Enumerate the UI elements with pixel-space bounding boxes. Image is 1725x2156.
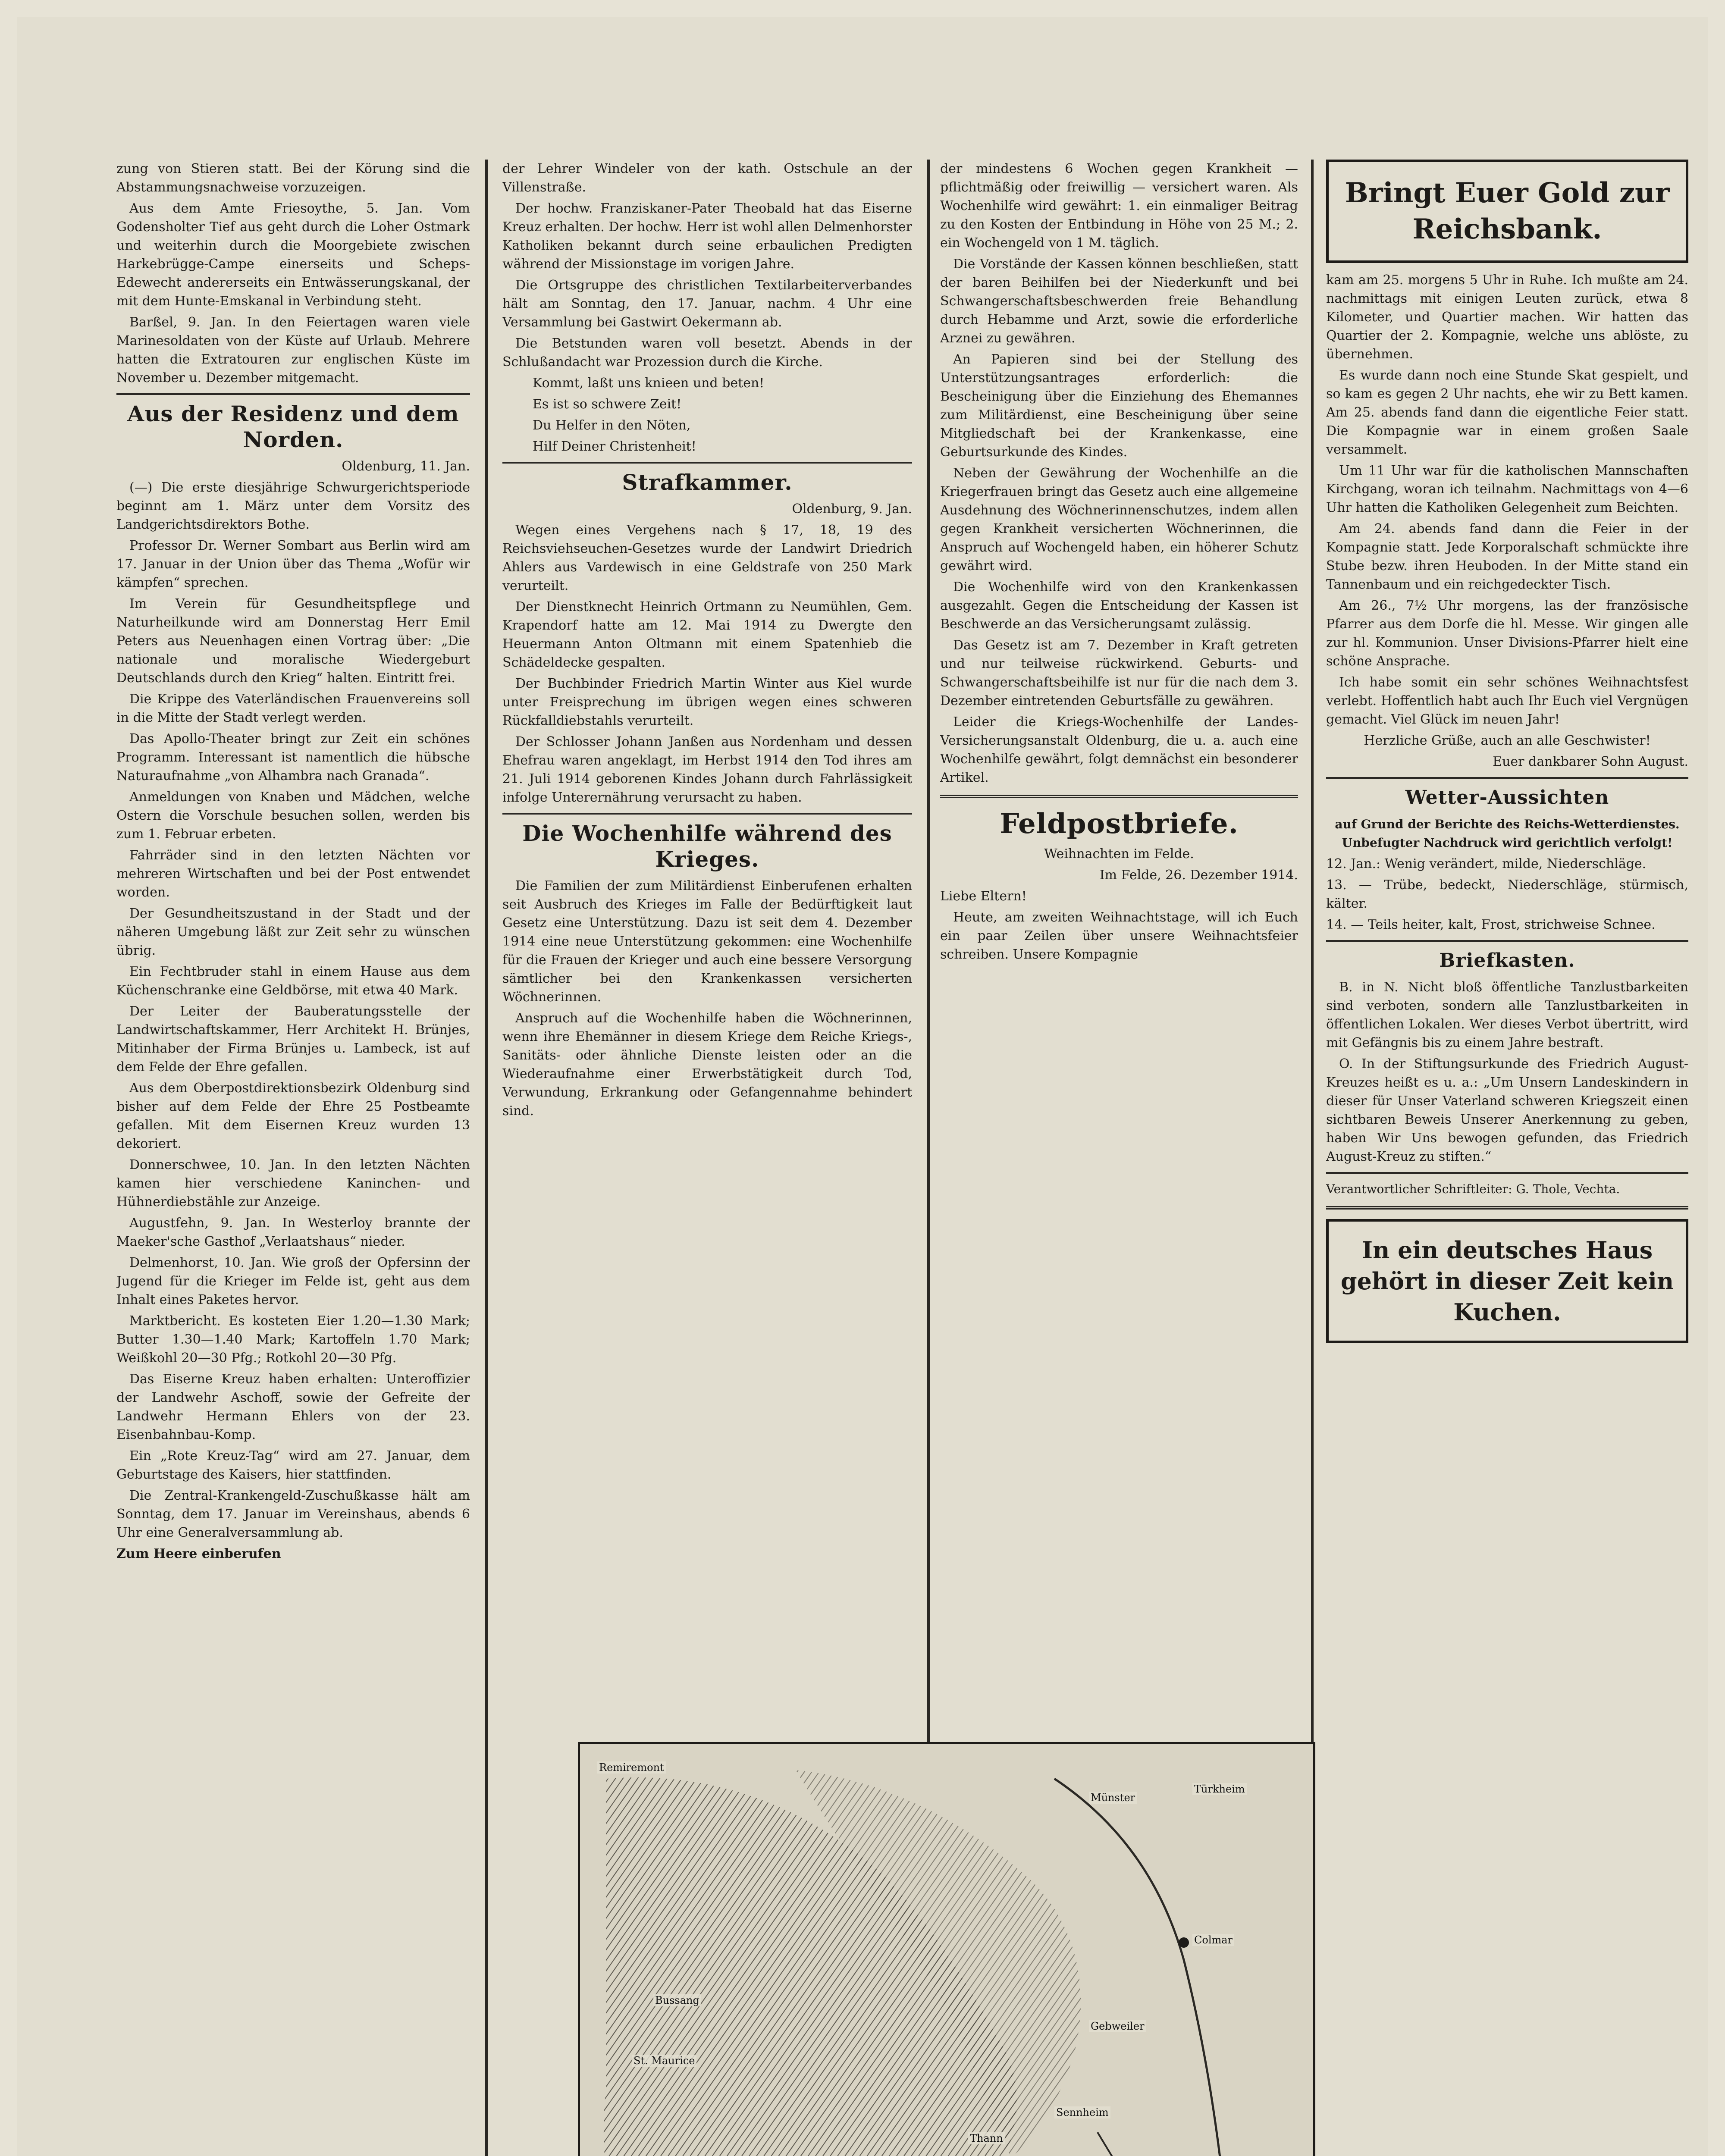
column-3: [940, 160, 1298, 1699]
column-4: [1326, 160, 1688, 2156]
article-text: An Papieren sind bei der Stellung des Unterstützungsantrages erforderlich: die Bescheinigung über die Einziehung des Ehemannes zum Militärdienst, eine Bescheinigung über seine Mitgliedschaft bei der Krankenkasse, eine Geburtsurkunde des Kindes.: [940, 352, 1298, 460]
article-text: Der Dienstknecht Heinrich Ortmann zu Neumühlen, Gem. Krapendorf hatte am 12. Mai 1914 zu Dwergte den Heuermann Anton Oltmann mit einem Spatenhieb die Schädeldecke gespalten.: [502, 599, 912, 670]
article-text: Wegen eines Vergehens nach § 17, 18, 19 des Reichsviehseuchen-Gesetzes wurde der Landwirt Driedrich Ahlers aus Vardewisch in eine Geldstrafe von 250 Mark verurteilt.: [502, 523, 912, 593]
article-text: Marktbericht. Es kosteten Eier 1.20—1.30 Mark; Butter 1.30—1.40 Mark; Kartoffeln 1.70 Mark; Weißkohl 20—30 Pfg.; Rotkohl 20—30 Pfg.: [116, 1313, 470, 1366]
salutation: Liebe Eltern!: [940, 889, 1027, 904]
article-text: der Lehrer Windeler von der kath. Ostschule an der Villenstraße.: [502, 161, 912, 195]
map-label: Remiremont: [597, 1761, 666, 1774]
article-text: (—) Die erste diesjährige Schwurgerichtsperiode beginnt am 1. März unter dem Vorsitz des Landgerichtsdirektors Bothe.: [116, 480, 470, 532]
letter-signature: Euer dankbarer Sohn August.: [1493, 754, 1688, 769]
article-text: Zum Heere einberufen: [116, 1546, 281, 1561]
divider: [1326, 1206, 1688, 1211]
article-text: Herzliche Grüße, auch an alle Geschwister!: [1364, 733, 1651, 748]
article-text: Am 26., 7½ Uhr morgens, las der französische Pfarrer aus dem Dorfe die hl. Messe. Wir gingen alle zur hl. Kommunion. Unser Divisions-Pfarrer hielt eine schöne Ansprache.: [1326, 598, 1688, 669]
article-text: Um 11 Uhr war für die katholischen Mannschaften Kirchgang, woran ich teilnahm. Nachmittags von 4—6 Uhr hatten die Katholiken Gelegenheit zum Beichten.: [1326, 463, 1688, 515]
map-label: Sennheim: [1054, 2106, 1110, 2118]
subheading: Weihnachten im Felde.: [1044, 846, 1194, 862]
divider: [502, 813, 912, 815]
poem-line: Du Helfer in den Nöten,: [533, 418, 691, 433]
map-label: St. Maurice: [632, 2055, 696, 2067]
divider: [116, 393, 470, 395]
divider: [502, 462, 912, 464]
divider: [1326, 940, 1688, 942]
cake-notice-box: In ein deutsches Haus gehört in dieser Zeit kein Kuchen.: [1326, 1219, 1688, 1343]
divider: [1326, 1172, 1688, 1174]
divider: [1326, 777, 1688, 779]
article-text: Ein „Rote Kreuz-Tag“ wird am 27. Januar, dem Geburtstage des Kaisers, hier stattfinden.: [116, 1448, 470, 1482]
article-text: Die Zentral-Krankengeld-Zuschußkasse hält am Sonntag, dem 17. Januar im Vereinshaus, abends 6 Uhr eine Generalversammlung ab.: [116, 1488, 470, 1540]
map-drawing: [580, 1744, 1313, 2156]
article-text: Anspruch auf die Wochenhilfe haben die Wöchnerinnen, wenn ihre Ehemänner in diesem Kriege dem Reiche Kriegs-, Sanitäts- oder ähnliche Dienste leisten oder an die Wiederaufnahme einer Erwerbstätigkeit durch Tod, Verwundung, Erkrankung oder Gefangennahme behindert sind.: [502, 1011, 912, 1119]
article-text: der mindestens 6 Wochen gegen Krankheit — pflichtmäßig oder freiwillig — versichert waren. Als Wochenhilfe wird gewährt: 1. ein einmaliger Beitrag zu den Kosten der Entbindung in Höhe von 25 M.; 2. ein Wochengeld von 1 M. täglich.: [940, 161, 1298, 251]
article-text: Das Eiserne Kreuz haben erhalten: Unteroffizier der Landwehr Aschoff, sowie der Gefreite der Landwehr Hermann Ehlers von der 23. Eisenbahnbau-Komp.: [116, 1372, 470, 1442]
section-heading: Feldpostbriefe.: [1000, 808, 1239, 840]
article-text: Im Verein für Gesundheitspflege und Naturheilkunde wird am Donnerstag Herr Emil Peters aus Neuenhagen einen Vortrag über: „Die nationale und moralische Wiedergeburt Deutschlands durch den Krieg“ halten. Eintritt frei.: [116, 596, 470, 686]
column-rule: [485, 160, 488, 2156]
article-text: Die Vorstände der Kassen können beschließen, statt der baren Beihilfen bei der Niederkunft und bei Schwangerschaftsbeschwerden freie Behandlung durch Hebamme und Arzt, sowie die erforderliche Arznei zu gewähren.: [940, 257, 1298, 346]
map-label: Münster: [1089, 1792, 1137, 1804]
dateline: Oldenburg, 9. Jan.: [792, 501, 912, 517]
article-text: Donnerschwee, 10. Jan. In den letzten Nächten kamen hier verschiedene Kaninchen- und Hühnerdiebstähle zur Anzeige.: [116, 1157, 470, 1210]
war-map-upper-alsace: [578, 1742, 1315, 2156]
article-text: Die Krippe des Vaterländischen Frauenvereins soll in die Mitte der Stadt verlegt werden.: [116, 692, 470, 725]
poem-line: Kommt, laßt uns knieen und beten!: [533, 376, 765, 391]
article-text: Neben der Gewährung der Wochenhilfe an die Kriegerfrauen bringt das Gesetz auch eine allgemeine Ausdehnung des Wöchnerinnenschutzes, indem allen gegen Krankheit versicherten Wöchnerinnen, die Anspruch auf Wochengeld haben, ein höherer Schutz gewährt wird.: [940, 466, 1298, 573]
article-text: Aus dem Oberpostdirektionsbezirk Oldenburg sind bisher auf dem Felde der Ehre 25 Postbeamte gefallen. Mit dem Eisernen Kreuz wurden 13 dekoriert.: [116, 1081, 470, 1151]
article-text: Die Wochenhilfe wird von den Krankenkassen ausgezahlt. Gegen die Entscheidung der Kassen ist Beschwerde an das Versicherungsamt zulässig.: [940, 580, 1298, 632]
map-label: Bussang: [653, 1994, 701, 2006]
article-text: Die Familien der zum Militärdienst Einberufenen erhalten seit Ausbruch des Krieges im Falle der Bedürftigkeit laut Gesetz eine Unterstützung. Dazu ist seit dem 4. Dezember 1914 eine neue Unterstützung gekommen: eine Wochenhilfe für die Frauen der Krieger und auch eine bessere Versorgung sämtlicher bei den Krankenkassen versicherten Wöchnerinnen.: [502, 878, 912, 1005]
responsible-editor: Verantwortlicher Schriftleiter: G. Thole, Vechta.: [1326, 1182, 1620, 1196]
weather-forecast: 12. Jan.: Wenig verändert, milde, Niederschläge.: [1326, 856, 1647, 871]
column-1: [116, 160, 470, 2156]
letterbox-answer: B. in N. Nicht bloß öffentliche Tanzlustbarkeiten sind verboten, sondern alle Tanzlustbarkeiten in öffentlichen Lokalen. Wer dieses Verbot übertritt, wird mit Gefängnis bis zu einem Jahre bestraft.: [1326, 980, 1688, 1050]
article-text: Ich habe somit ein sehr schönes Weihnachtsfest verlebt. Hoffentlich habt auch Ihr Euch viel Vergnügen gemacht. Viel Glück im neuen Jahr!: [1326, 675, 1688, 727]
gold-banner: Bringt Euer Gold zur Reichsbank.: [1326, 160, 1688, 263]
poem-line: Hilf Deiner Christenheit!: [533, 439, 696, 454]
article-text: Der Schlosser Johann Janßen aus Nordenham und dessen Ehefrau waren angeklagt, im Herbst 1914 den Tod ihres am 21. Juli 1914 geborenen Kindes Johann durch Fahrlässigkeit infolge Unterernährung verursacht zu haben.: [502, 734, 912, 805]
letterbox-answer: O. In der Stiftungsurkunde des Friedrich August-Kreuzes heißt es u. a.: „Um Unsern Landeskindern in dieser für Unser Vaterland schweren Kriegszeit einen sichtbaren Beweis Unserer Anerkennung zu geben, haben Wir Uns bewogen gefunden, das Friedrich August-Kreuz zu stiften.“: [1326, 1056, 1688, 1164]
dateline: Oldenburg, 11. Jan.: [342, 459, 470, 474]
article-text: Heute, am zweiten Weihnachtstage, will ich Euch ein paar Zeilen über unsere Weihnachtsfeier schreiben. Unsere Kompagnie: [940, 910, 1298, 962]
article-text: Das Gesetz ist am 7. Dezember in Kraft getreten und nur teilweise rückwirkend. Geburts- und Schwangerschaftsbeihilfe ist nur für die nach dem 3. Dezember eintretenden Geburtsfälle zu gewähren.: [940, 638, 1298, 708]
article-text: Der Buchbinder Friedrich Martin Winter aus Kiel wurde unter Freisprechung im übrigen wegen eines schweren Rückfalldiebstahls verurteilt.: [502, 676, 912, 728]
article-text: Das Apollo-Theater bringt zur Zeit ein schönes Programm. Interessant ist namentlich die hübsche Naturaufnahme „von Alhambra nach Granada“.: [116, 731, 470, 783]
weather-forecast: 13. — Trübe, bedeckt, Niederschläge, stürmisch, kälter.: [1326, 877, 1688, 911]
map-label: Colmar: [1192, 1934, 1234, 1946]
article-text: Die Ortsgruppe des christlichen Textilarbeiterverbandes hält am Sonntag, den 17. Januar, nachm. 4 Uhr eine Versammlung bei Gastwirt Oekermann ab.: [502, 278, 912, 330]
weather-heading: Wetter-Aussichten: [1405, 787, 1609, 808]
article-text: Delmenhorst, 10. Jan. Wie groß der Opfersinn der Jugend für die Krieger im Felde ist, geht aus dem Inhalt eines Paketes hervor.: [116, 1255, 470, 1307]
dateline: Im Felde, 26. Dezember 1914.: [1099, 868, 1298, 883]
article-text: Professor Dr. Werner Sombart aus Berlin wird am 17. Januar in der Union über das Thema „Wofür wir kämpfen“ sprechen.: [116, 538, 470, 590]
map-label: Gebweiler: [1089, 2020, 1146, 2032]
article-text: Die Betstunden waren voll besetzt. Abends in der Schlußandacht war Prozession durch die Kirche.: [502, 336, 912, 370]
column-2: [502, 160, 912, 1699]
article-text: Der Leiter der Bauberatungsstelle der Landwirtschaftskammer, Herr Architekt H. Brünjes, Mitinhaber der Firma Brünjes u. Lambeck, ist auf dem Felde der Ehre gefallen.: [116, 1004, 470, 1075]
map-label: Thann: [968, 2132, 1005, 2144]
article-text: Fahrräder sind in den letzten Nächten vor mehreren Wirtschaften und bei der Post entwendet worden.: [116, 848, 470, 900]
article-text: Augustfehn, 9. Jan. In Westerloy brannte der Maeker'sche Gasthof „Verlaatshaus“ nieder.: [116, 1216, 470, 1249]
article-text: Barßel, 9. Jan. In den Feiertagen waren viele Marinesoldaten von der Küste auf Urlaub. Mehrere hatten die Extratouren zur englischen Küste im November u. Dezember mitgemacht.: [116, 315, 470, 385]
article-text: Der hochw. Franziskaner-Pater Theobald hat das Eiserne Kreuz erhalten. Der hochw. Herr ist wohl allen Delmenhorster Katholiken bekannt durch seine erbaulichen Predigten während der Missionstage im vorigen Jahre.: [502, 201, 912, 272]
section-heading: Strafkammer.: [622, 470, 793, 495]
newspaper-page: [17, 17, 1708, 2156]
article-text: Ein Fechtbruder stahl in einem Hause aus dem Küchenschranke eine Geldbörse, mit etwa 40 Mark.: [116, 964, 470, 998]
article-text: Anmeldungen von Knaben und Mädchen, welche Ostern die Vorschule besuchen sollen, werden bis zum 1. Februar erbeten.: [116, 790, 470, 842]
weather-subheading: auf Grund der Berichte des Reichs-Wetterdienstes. Unbefugter Nachdruck wird gerichtlich verfolgt!: [1335, 817, 1680, 850]
article-text: zung von Stieren statt. Bei der Körung sind die Abstammungsnachweise vorzuzeigen.: [116, 161, 470, 195]
map-label: Türkheim: [1192, 1783, 1247, 1795]
poem-line: Es ist so schwere Zeit!: [533, 397, 682, 412]
section-heading: Aus der Residenz und dem Norden.: [127, 401, 459, 452]
article-text: Der Gesundheitszustand in der Stadt und der näheren Umgebung läßt zur Zeit sehr zu wünschen übrig.: [116, 906, 470, 958]
article-text: Am 24. abends fand dann die Feier in der Kompagnie statt. Jede Korporalschaft schmückte ihre Stube bezw. ihren Heuboden. In der Mitte stand ein Tannenbaum und ein reichgedeckter Tisch.: [1326, 521, 1688, 592]
article-text: kam am 25. morgens 5 Uhr in Ruhe. Ich mußte am 24. nachmittags mit einigen Leuten zurück, etwa 8 Kilometer, und Quartier machen. Wir hatten das Quartier der 2. Kompagnie, welche uns ablöste, zu übernehmen.: [1326, 273, 1688, 362]
weather-forecast: 14. — Teils heiter, kalt, Frost, strichweise Schnee.: [1326, 917, 1656, 932]
letterbox-heading: Briefkasten.: [1439, 950, 1575, 971]
article-text: Leider die Kriegs-Wochenhilfe der Landes-Versicherungsanstalt Oldenburg, die u. a. auch eine Wochenhilfe gewährt, folgt demnächst ein besonderer Artikel.: [940, 714, 1298, 785]
divider: [940, 795, 1298, 800]
article-text: Aus dem Amte Friesoythe, 5. Jan. Vom Godensholter Tief aus geht durch die Loher Ostmark und weiterhin durch die Moorgebiete zwischen Harkebrügge-Campe einerseits und Scheps-Edewecht andererseits ein Entwässerungskanal, der mit dem Hunte-Emskanal in Verbindung steht.: [116, 201, 470, 309]
article-text: Es wurde dann noch eine Stunde Skat gespielt, und so kam es gegen 2 Uhr nachts, ehe wir zu Bett kamen. Am 25. abends fand dann die eigentliche Feier statt. Die Kompagnie war in einem großen Saale versammelt.: [1326, 368, 1688, 457]
section-heading: Die Wochenhilfe während des Krieges.: [522, 821, 892, 872]
